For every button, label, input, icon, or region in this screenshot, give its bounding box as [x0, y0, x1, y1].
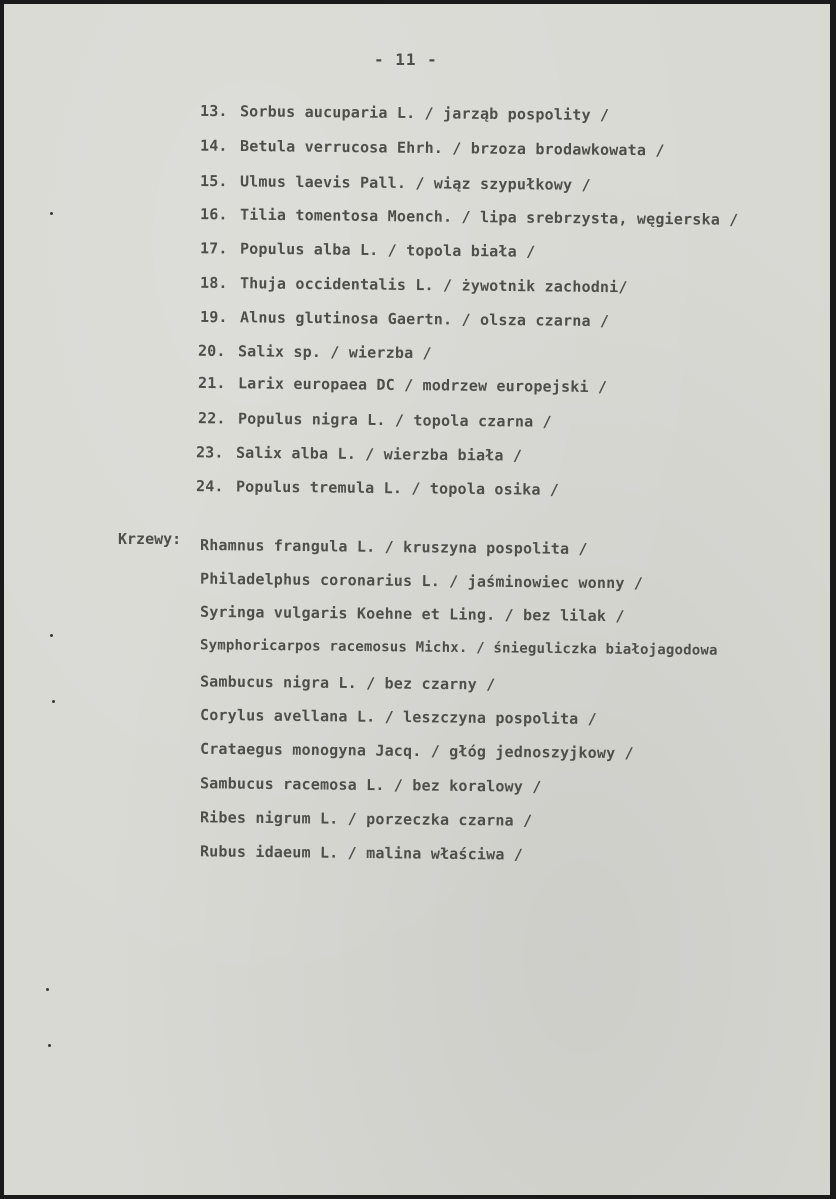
list-item: [200, 308, 609, 330]
list-item: [200, 774, 542, 796]
item-text: Corylus avellana L. / leszczyna pospolita /: [199, 705, 598, 729]
item-number: 14.: [199, 136, 228, 155]
item-text: Populus tremula L. / topola osika /: [235, 477, 560, 499]
item-text: Populus alba L. / topola biała /: [239, 239, 536, 261]
item-number: 17.: [199, 239, 228, 258]
list-item: [200, 637, 718, 658]
item-number: 13.: [199, 101, 228, 121]
list-item: [198, 409, 552, 431]
item-text: Betula verrucosa Ehrh. / brzoza brodawkowata /: [239, 136, 665, 160]
item-number: 15.: [199, 171, 228, 191]
list-item: [200, 536, 588, 558]
item-text: Philadelphus coronarius L. / jaśminowiec wonny /: [199, 569, 644, 593]
list-item: [196, 443, 522, 464]
list-item: [200, 672, 496, 693]
item-text: Sambucus racemosa L. / bez koralowy /: [199, 774, 542, 796]
item-number: 20.: [197, 341, 226, 361]
list-item: [196, 477, 559, 499]
item-text: Rhamnus frangula L. / kruszyna pospolita /: [199, 535, 588, 559]
shrubs-heading: Krzewy:: [118, 530, 182, 548]
item-text: Crataegus monogyna Jacq. / głóg jednoszyjkowy /: [199, 739, 634, 763]
document-page: [4, 4, 830, 1195]
item-text: Alnus glutinosa Gaertn. / olsza czarna /: [239, 308, 610, 331]
page-number: - 11 -: [374, 50, 438, 69]
margin-dot: [46, 988, 49, 991]
margin-dot: [50, 212, 53, 215]
list-item: [200, 137, 665, 160]
item-number: 19.: [199, 307, 228, 327]
item-text: Sorbus aucuparia L. / jarząb pospolity /: [239, 102, 610, 125]
item-text: Tilia tomentosa Moench. / lipa srebrzysta, węgierska /: [239, 205, 739, 229]
list-item: [200, 172, 591, 194]
item-text: Ulmus laevis Pall. / wiąz szypułkowy /: [239, 172, 591, 195]
list-item: [200, 740, 634, 763]
item-number: 22.: [197, 409, 226, 428]
item-number: 24.: [195, 477, 224, 496]
item-number: 16.: [199, 205, 228, 224]
item-number: 23.: [195, 443, 224, 462]
item-text: Syringa vulgaris Koehne et Ling. / bez lilak /: [199, 602, 625, 626]
list-item: [200, 808, 532, 829]
list-item: [200, 102, 609, 124]
margin-dot: [48, 1044, 51, 1047]
item-text: Sambucus nigra L. / bez czarny /: [199, 672, 496, 694]
list-item: [200, 706, 597, 728]
item-number: 18.: [199, 273, 228, 293]
item-text: Populus nigra L. / topola czarna /: [237, 409, 552, 431]
list-item: [198, 374, 607, 396]
list-item: [198, 342, 432, 362]
item-text: Salix sp. / wierzba /: [237, 342, 432, 363]
list-item: [200, 205, 739, 229]
item-text: Salix alba L. / wierzba biała /: [235, 443, 523, 465]
list-item: [200, 570, 643, 593]
list-item: [200, 239, 536, 261]
margin-dot: [50, 634, 53, 637]
item-text: Symphoricarpos racemosus Michx. / śnieguliczka białojagodowa: [199, 637, 718, 659]
list-item: [200, 274, 628, 296]
item-text: Ribes nigrum L. / porzeczka czarna /: [199, 808, 533, 830]
item-text: Thuja occidentalis L. / żywotnik zachodni/: [239, 274, 628, 297]
list-item: [200, 603, 625, 625]
item-text: Rubus idaeum L. / malina właściwa /: [199, 842, 524, 864]
margin-dot: [52, 700, 55, 703]
item-text: Larix europaea DC / modrzew europejski /: [237, 374, 608, 397]
list-item: [200, 842, 523, 863]
item-number: 21.: [197, 373, 226, 393]
